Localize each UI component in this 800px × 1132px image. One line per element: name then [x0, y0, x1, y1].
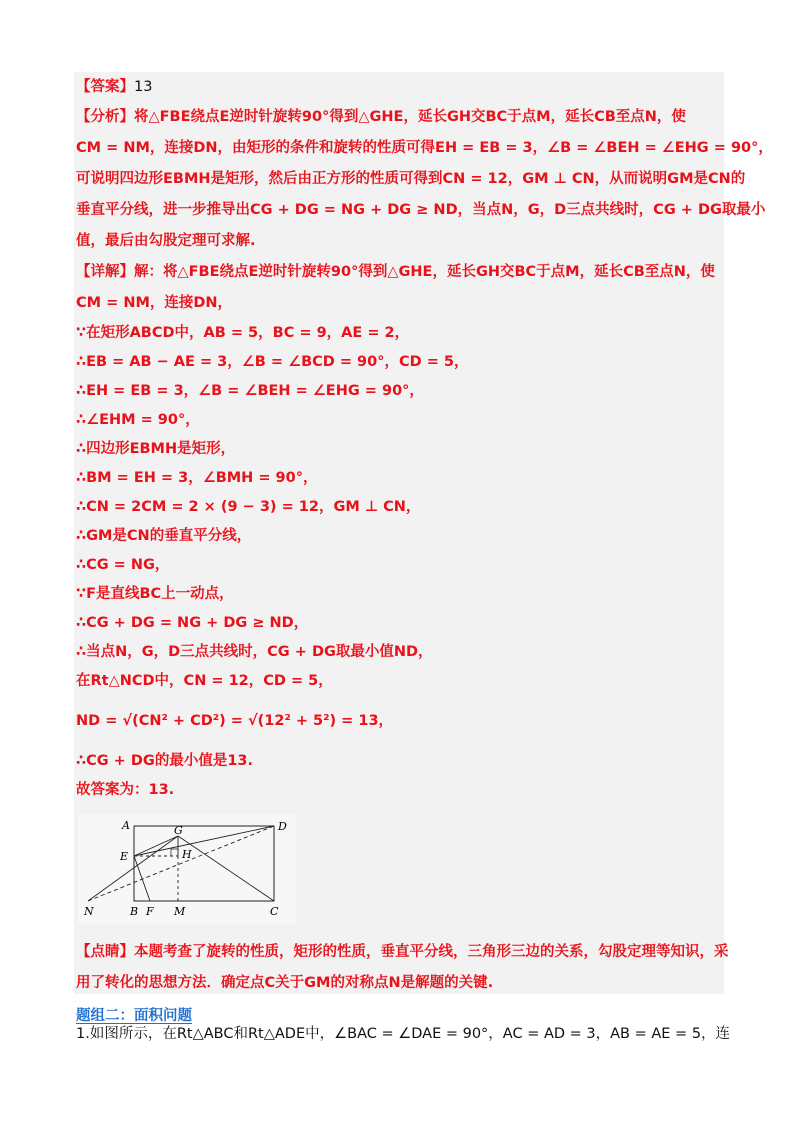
solution-line: 【答案】13 [76, 79, 153, 95]
label-B: B [130, 905, 139, 918]
solution-line: ∴四边形EBMH是矩形， [76, 441, 236, 457]
solution-line: 【分析】将△FBE绕点E逆时针旋转90°得到△GHE，延长GH交BC于点M，延长CB至点N，使 [76, 109, 686, 125]
solution-line: 可说明四边形EBMH是矩形，然后由正方形的性质可得到CN = 12，GM ⊥ CN，从而说明GM是CN的 [76, 171, 746, 187]
solution-line: ∴GM是CN的垂直平分线， [76, 528, 252, 544]
comment-line-2: 用了转化的思想方法．确定点C关于GM的对称点N是解题的关键. [76, 975, 494, 991]
solution-line: ∴CN = 2CM = 2 × (9 − 3) = 12，GM ⊥ CN， [76, 499, 421, 515]
label-A: A [122, 819, 130, 832]
label-D: D [278, 820, 287, 833]
solution-line: 垂直平分线，进一步推导出CG + DG = NG + DG ≥ ND，当点N，G，D三点共线时，CG + DG取最小 [76, 202, 766, 218]
solution-line: ∴CG + DG的最小值是13. [76, 753, 254, 769]
solution-line: CM = NM，连接DN，由矩形的条件和旋转的性质可得EH = EB = 3，∠B = ∠BEH = ∠EHG = 90°， [76, 140, 773, 156]
solution-line: 在Rt△NCD中，CN = 12，CD = 5， [76, 673, 333, 689]
label-N: N [84, 905, 94, 918]
solution-line: ∴EB = AB − AE = 3，∠B = ∠BCD = 90°，CD = 5， [76, 354, 469, 370]
section-title: 题组二：面积问题 [76, 1008, 192, 1024]
solution-line: CM = NM，连接DN， [76, 295, 233, 311]
solution-line: ∴∠EHM = 90°， [76, 412, 200, 428]
solution-line: 故答案为：13. [76, 782, 175, 798]
geometry-figure [78, 814, 296, 924]
solution-line: ∴CG = NG， [76, 557, 170, 573]
solution-line: 【详解】解：将△FBE绕点E逆时针旋转90°得到△GHE，延长GH交BC于点M，延长CB至点N，使 [76, 264, 715, 280]
label-H: H [182, 848, 192, 861]
solution-line: ∵F是直线BC上一动点， [76, 586, 234, 602]
label-E: E [120, 850, 129, 863]
label-G: G [174, 824, 183, 837]
solution-line: ∴EH = EB = 3，∠B = ∠BEH = ∠EHG = 90°， [76, 383, 424, 399]
solution-line: 值，最后由勾股定理可求解. [76, 233, 256, 249]
solution-line: ND = √(CN² + CD²) = √(12² + 5²) = 13， [76, 713, 394, 729]
question-text: 1.如图所示，在Rt△ABC和Rt△ADE中，∠BAC = ∠DAE = 90°，AC = AD = 3，AB = AE = 5，连 [76, 1026, 731, 1042]
comment-line-1: 【点睛】本题考查了旋转的性质，矩形的性质，垂直平分线，三角形三边的关系，勾股定理等知识，采 [76, 944, 729, 960]
label-C: C [270, 905, 279, 918]
solution-line: ∴CG + DG = NG + DG ≥ ND， [76, 615, 309, 631]
solution-line: ∴当点N，G，D三点共线时，CG + DG取最小值ND， [76, 644, 433, 660]
solution-line: ∴BM = EH = 3，∠BMH = 90°， [76, 470, 318, 486]
label-M: M [174, 905, 186, 918]
label-F: F [146, 905, 154, 918]
solution-line: ∵在矩形ABCD中，AB = 5，BC = 9，AE = 2， [76, 325, 410, 341]
